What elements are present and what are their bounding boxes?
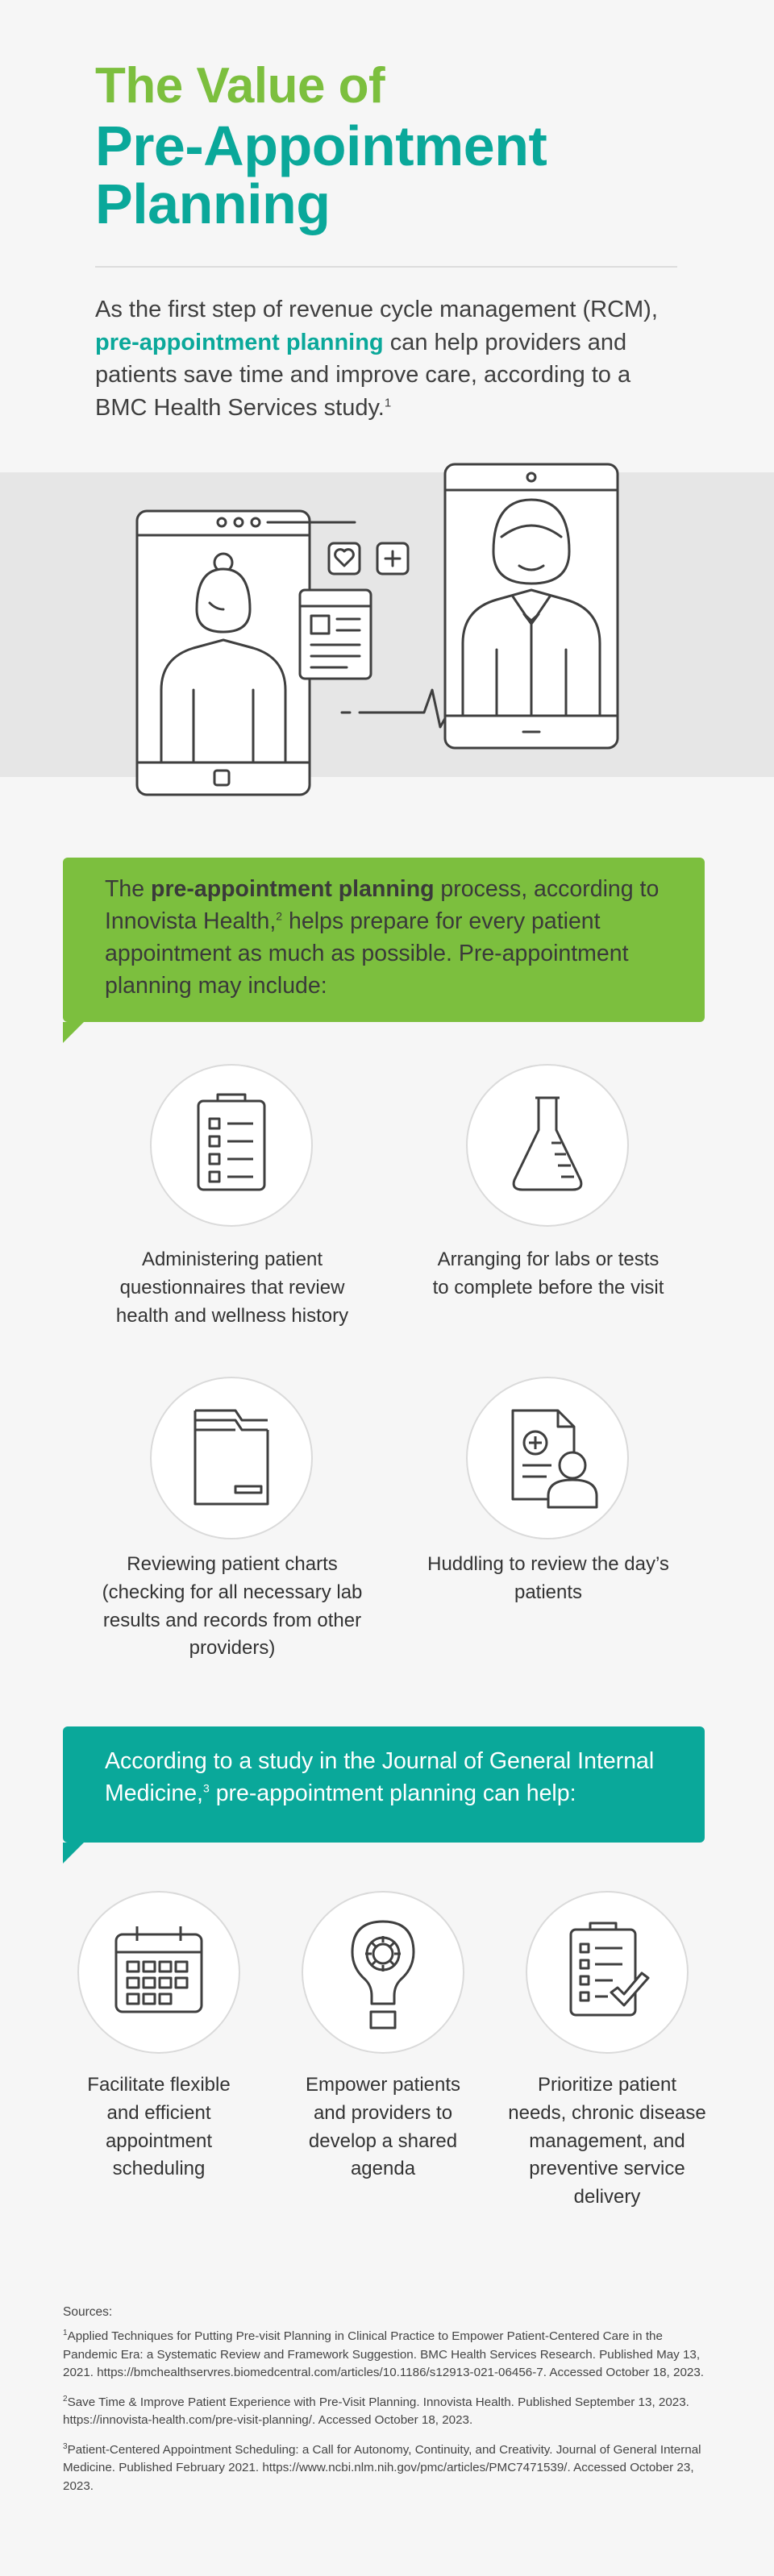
lightbulb-gear-icon xyxy=(303,1893,463,2052)
source-1-text: Applied Techniques for Putting Pre-visit Planning in Clinical Practice to Empower Patient-Centered Care in the Pandemic Era: a Systematic Review and Framework Suggestion. BMC Health Services Research. Published May 13, 2021. https://bmchealthservres.biomedcentral.com/articles/10.1186/s12913-021-06456-7. Accessed October 18, 2023. xyxy=(63,2329,704,2380)
callout-text-after: helps prepare for every patient appointment as much as possible. Pre-appointment planning may include: xyxy=(105,908,629,999)
process-item-3-circle xyxy=(150,1377,313,1539)
study-callout xyxy=(63,1726,705,1843)
title-line-2: Pre-Appointment xyxy=(95,114,547,177)
source-3-ref: 3 xyxy=(63,2441,68,2451)
telehealth-illustration xyxy=(0,448,774,803)
benefit-2-label: Empower patients and providers to develop a shared agenda xyxy=(305,2074,461,2180)
process-item-4-circle xyxy=(466,1377,629,1539)
intro-highlight: pre-appointment planning xyxy=(95,329,384,355)
process-item-1-label: Administering patient questionnaires that review health and wellness history xyxy=(115,1249,349,1327)
calendar-icon xyxy=(79,1893,239,2052)
callout-text-before: The xyxy=(105,876,152,902)
callout-tail xyxy=(63,1843,84,1863)
process-item-2-circle xyxy=(466,1064,629,1227)
process-callout-text xyxy=(105,874,677,1003)
intro-text-after: can help providers and patients save time and improve care, according to a BMC Health Services study. xyxy=(95,329,631,421)
callout-tail xyxy=(63,1022,84,1043)
process-item-4-label: Huddling to review the day’s patients xyxy=(427,1553,669,1603)
patient-chart-folder-icon xyxy=(152,1378,311,1538)
study-text-before: According to a study in the Journal of General Internal Medicine, xyxy=(105,1748,655,1806)
callout-ref-2: 2 xyxy=(276,909,283,923)
process-item-2-label: Arranging for labs or tests to complete before the visit xyxy=(432,1249,664,1298)
source-1 xyxy=(63,2328,708,2383)
clipboard-checklist-icon xyxy=(152,1066,311,1225)
study-text-after: pre-appointment planning can help: xyxy=(209,1780,576,1806)
page-title xyxy=(95,58,547,235)
callout-text-middle: process, according to Innovista Health, xyxy=(105,876,660,934)
process-item-3-label: Reviewing patient charts (checking for all necessary lab results and records from other providers) xyxy=(102,1553,363,1660)
benefit-1-label: Facilitate flexible and efficient appointment scheduling xyxy=(87,2074,231,2180)
clipboard-check-icon xyxy=(527,1893,687,2052)
title-line-1: The Value of xyxy=(95,58,385,114)
lab-flask-icon xyxy=(468,1066,627,1225)
title-divider xyxy=(95,266,677,268)
title-line-3: Planning xyxy=(95,172,331,235)
intro-ref-1: 1 xyxy=(384,396,392,410)
callout-bold-text: pre-appointment planning xyxy=(151,876,435,902)
source-2 xyxy=(63,2394,708,2430)
benefit-1-circle xyxy=(77,1891,240,2054)
source-3 xyxy=(63,2441,708,2496)
patient-document-icon xyxy=(468,1378,627,1538)
benefit-2-circle xyxy=(302,1891,464,2054)
process-callout xyxy=(63,858,705,1022)
sources-section xyxy=(63,2305,708,2507)
intro-paragraph xyxy=(95,293,684,424)
source-3-text: Patient-Centered Appointment Scheduling: a Call for Autonomy, Continuity, and Creativity. Journal of General Internal Medicine. Published February 2021. https://www.ncbi.nlm.nih.gov/pmc/articles/PMC7471539/. Accessed October 23, 2023. xyxy=(63,2442,701,2493)
intro-text-before: As the first step of revenue cycle management (RCM), xyxy=(95,297,658,322)
source-2-text: Save Time & Improve Patient Experience with Pre-Visit Planning. Innovista Health. Published September 13, 2023. https://innovista-health.com/pre-visit-planning/. Accessed October 18, 2023. xyxy=(63,2395,689,2428)
source-1-ref: 1 xyxy=(63,2329,68,2337)
patient-tablet-icon xyxy=(137,511,408,795)
benefit-3-circle xyxy=(526,1891,689,2054)
study-callout-text xyxy=(105,1746,701,1810)
doctor-phone-icon xyxy=(445,464,618,748)
source-2-ref: 2 xyxy=(63,2394,68,2404)
process-item-1-circle xyxy=(150,1064,313,1227)
study-ref-3: 3 xyxy=(202,1781,210,1795)
benefit-3-label: Prioritize patient needs, chronic disease management, and preventive service delivery xyxy=(508,2074,706,2208)
sources-heading: Sources: xyxy=(63,2305,113,2319)
